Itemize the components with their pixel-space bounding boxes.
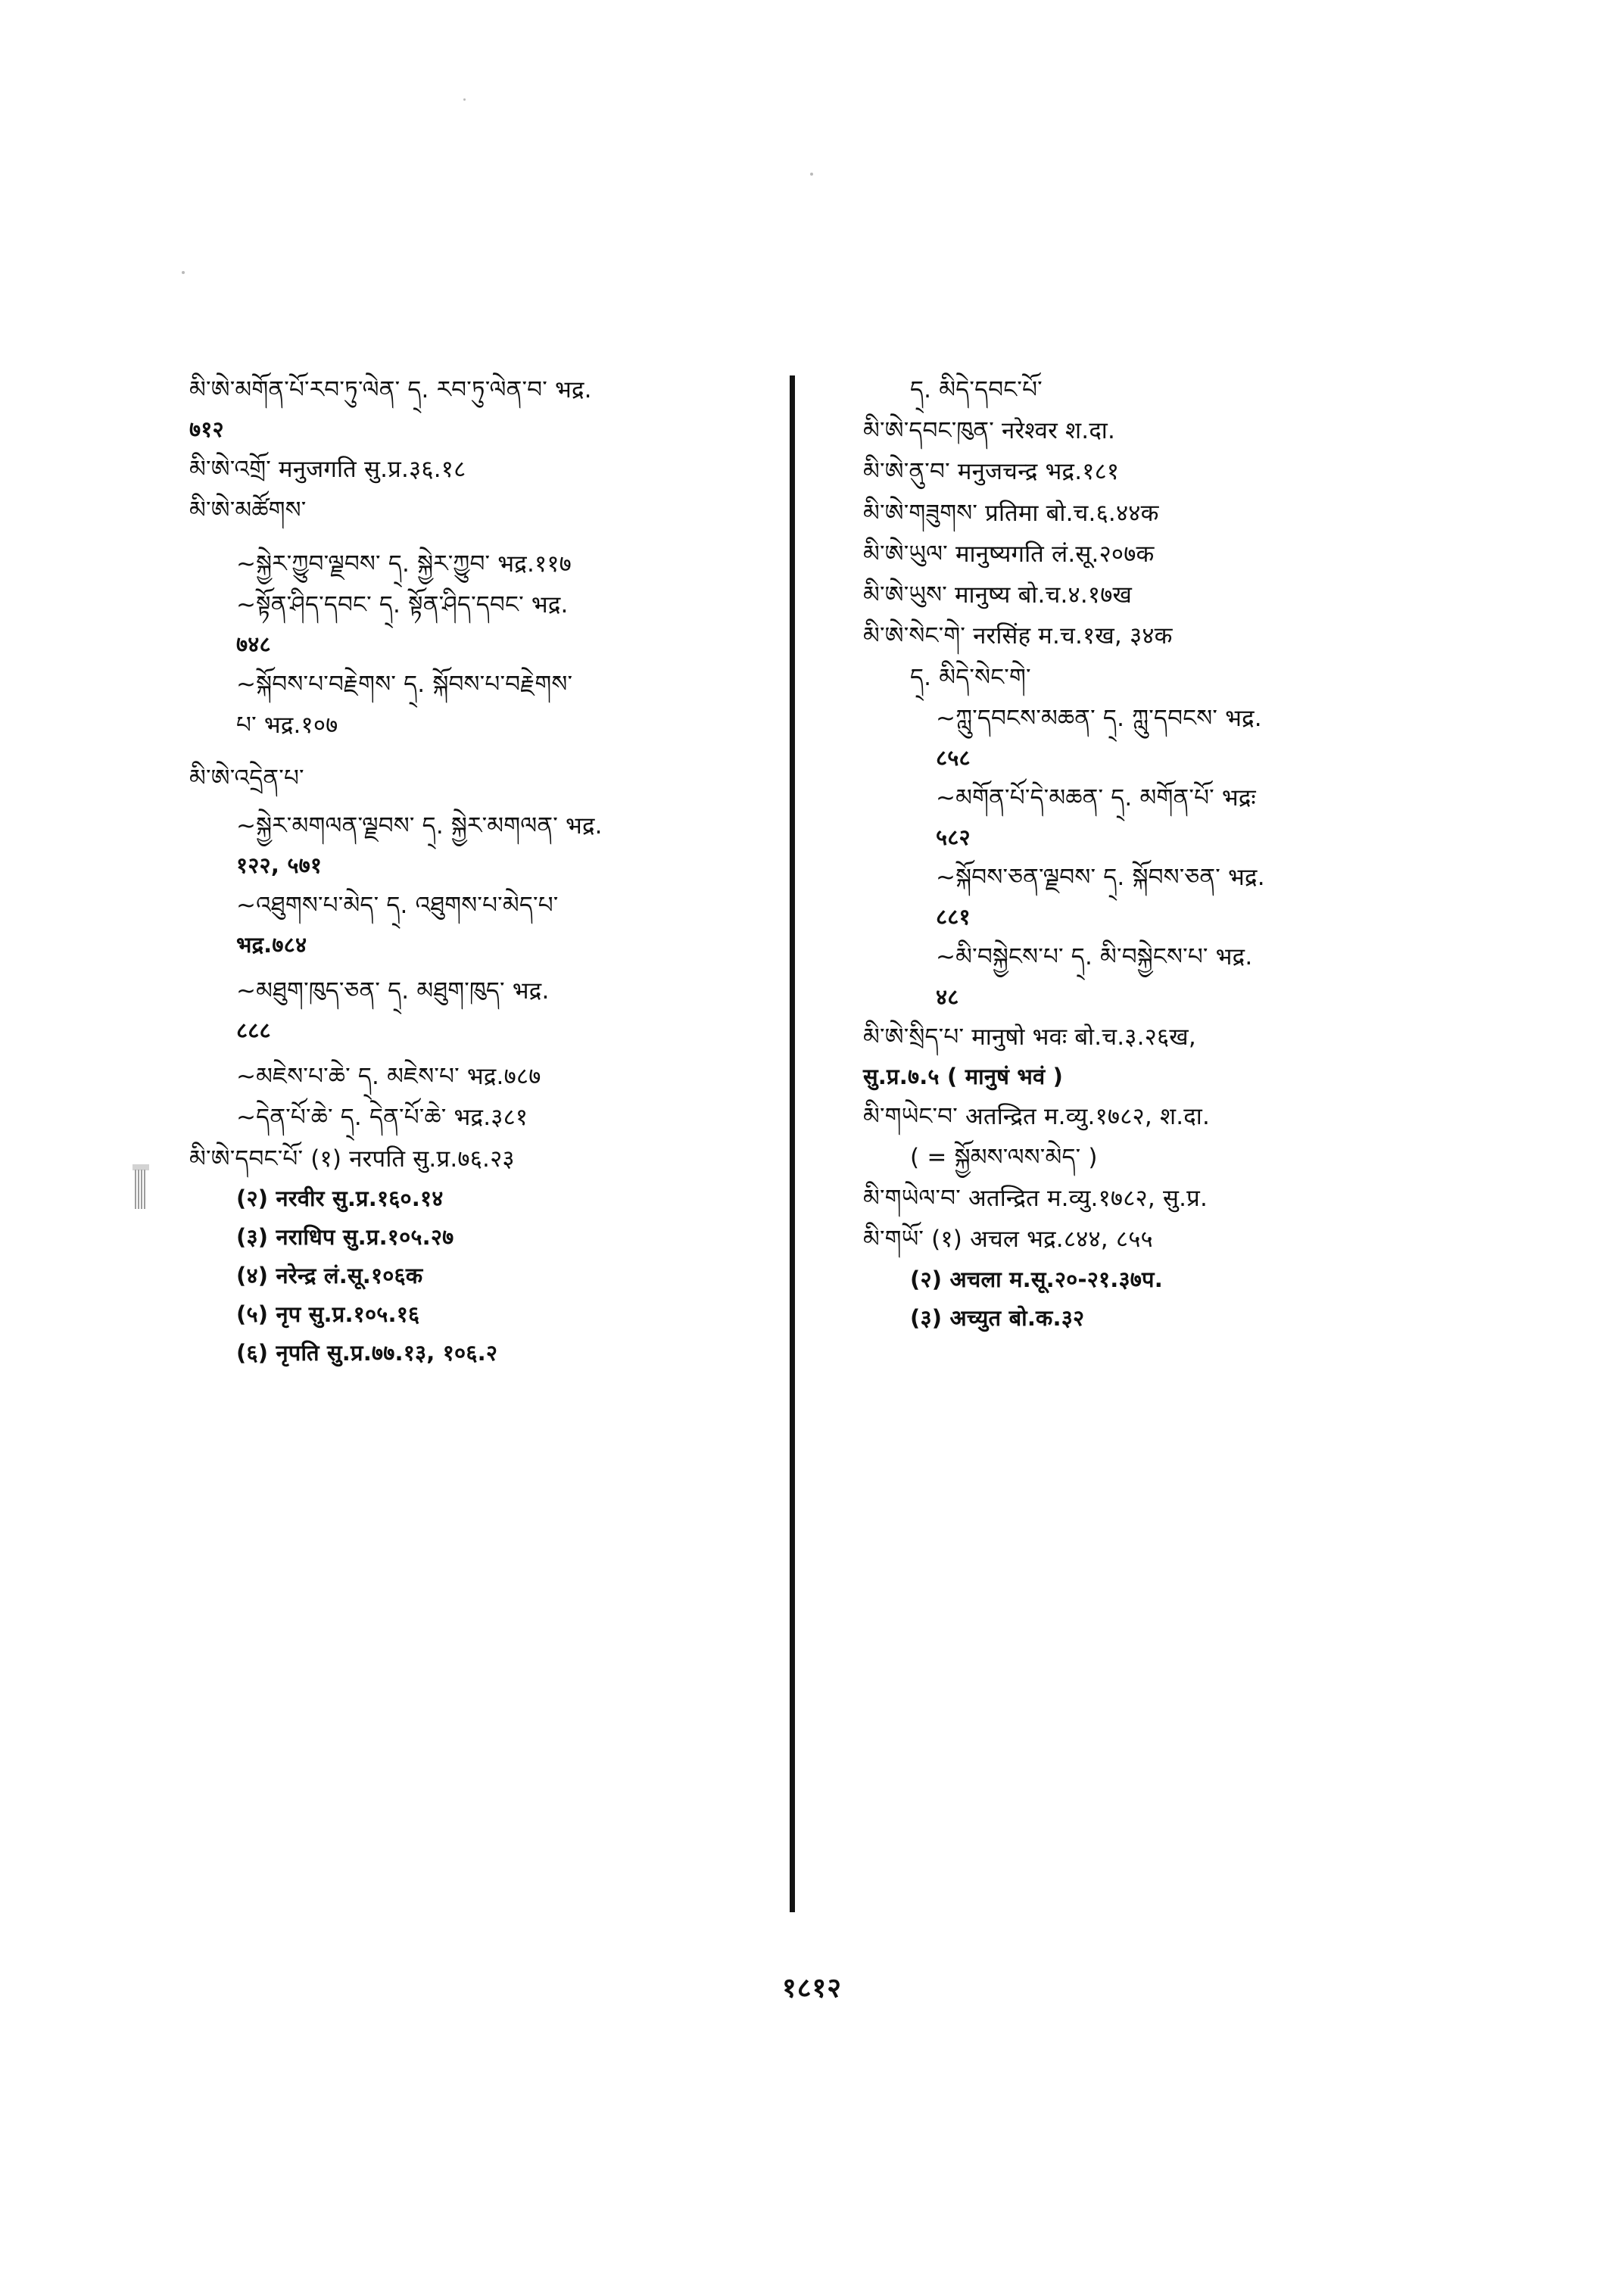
two-column-body: [189, 371, 1446, 1938]
dictionary-subentry: ~དེན་པོ་ཆེ་ ད྄. དེན་པོ་ཆེ་ भद्र.३८१: [236, 1104, 528, 1132]
entry-continuation: सु.प्र.७.५ ( मानुषं भवं ): [863, 1063, 1064, 1089]
dictionary-subentry: ~མཐུག་ཁུད་ཅན་ ད྄. མཐུག་ཁུད་ भद्र.: [236, 977, 550, 1005]
dictionary-entry: མི་གཡོ་ (१) अचल भद्र.८४४, ८५५: [863, 1226, 1153, 1254]
dictionary-entry: མི་ཨེ་ཡུས་ मानुष्य बो.च.४.१७ख: [863, 581, 1133, 609]
dictionary-entry: མི་ཨེ་འདྲེན་པ་: [189, 765, 304, 793]
dictionary-entry: མི་ཨེ་ནུ་བ་ मनुजचन्द्र भद्र.१८१: [863, 458, 1120, 486]
dictionary-entry: མི་ཨེ་མགོན་པོ་རབ་ཏུ་ལེན་ ད྄. རབ་ཏུ་ལེན་བ་ भद्र.: [189, 376, 592, 403]
entry-continuation: ५८२: [936, 824, 971, 851]
left-column: [189, 371, 772, 1374]
entry-continuation: ७१२: [189, 416, 224, 443]
dictionary-entry: མི་གཡེལ་བ་ अतन्द्रित म.व्यु.१७८२, सु.प्र.: [863, 1185, 1208, 1213]
dictionary-subentry: ~སྐོབས་ཅན་ལྗབས་ ད྄. སྐོབས་ཅན་ भद्र.: [936, 864, 1265, 892]
entry-continuation: ८५८: [936, 744, 971, 771]
folio-number: १८१२: [782, 1973, 842, 2004]
dictionary-subentry: ~ཀླུ་དབངས་མཆན་ ད྄. ཀླུ་དབངས་ भद्र.: [936, 704, 1262, 732]
dictionary-entry: མི་ཨེ་འགྲོ་ मनुजगति सु.प्र.३६.१८: [189, 456, 466, 484]
dictionary-subentry: ~སྐྱེར་ཀྱུབ་ལྗབས་ ད྄. སྐྱེར་ཀྱུབ་ भद्र.११७: [236, 550, 572, 578]
numbered-subentry: (३) अच्युत बो.क.३२: [910, 1304, 1085, 1331]
entry-continuation: ८८८: [236, 1017, 271, 1044]
spacer: [189, 966, 772, 972]
entry-continuation: ७४८: [236, 631, 271, 658]
dictionary-subentry: ~སྟོན་ཤིད་དབང་ ད྄. སྟོན་ཤིད་དབང་ भद्र.: [236, 590, 569, 618]
dictionary-entry: མི་ཨེ་མཚོགས་: [189, 497, 307, 525]
entry-continuation: པ་ भद्र.१०७: [236, 712, 338, 740]
dictionary-entry: མི་གཡེང་བ་ अतन्द्रित म.व्यु.१७८२, श.दा.: [863, 1102, 1211, 1130]
entry-continuation: ४८: [936, 983, 959, 1010]
dictionary-entry: མི་ཨེ་གཟུགས་ प्रतिमा बो.च.६.४४क: [863, 499, 1159, 527]
spacer: [189, 747, 772, 759]
entry-continuation: भद्र.७८४: [236, 932, 307, 958]
numbered-subentry: (४) नरेन्द्र लं.सू.१०६क: [236, 1262, 423, 1288]
entry-continuation: ད྄. མིདེ་དབང་པོ་: [910, 376, 1043, 403]
numbered-subentry: (२) नरवीर सु.प्र.१६०.१४: [236, 1185, 444, 1211]
numbered-subentry: (६) नृपति सु.प्र.७७.१३, १०६.२: [236, 1339, 498, 1366]
right-column: [863, 371, 1446, 1339]
scan-speck: [182, 271, 185, 274]
entry-continuation: ད྄. མིདེ་སེང་གེ་: [910, 663, 1031, 691]
dictionary-entry: མི་ཨེ་དབང་ཁུན་ नरेश्वर श.दा.: [863, 417, 1116, 445]
binding-artifact: [135, 1170, 147, 1209]
spacer: [189, 533, 772, 545]
numbered-subentry: (५) नृप सु.प्र.१०५.१६: [236, 1301, 420, 1327]
dictionary-entry: མི་ཨེ་དབང་པོ་ (१) नरपति सु.प्र.७६.२३: [189, 1145, 515, 1173]
spacer: [189, 1051, 772, 1058]
entry-continuation: ( = སྐྱོམས་ལས་མེད་ ): [910, 1143, 1098, 1171]
spacer: [189, 801, 772, 807]
entry-continuation: ८८१: [936, 904, 971, 930]
dictionary-entry: མི་ཨེ་སེང་གེ་ नरसिंह म.च.१ख, ३४क: [863, 622, 1173, 650]
scan-speck: [810, 173, 813, 176]
dictionary-subentry: ~མཇེས་པ་ཆེ་ ད྄. མཇེས་པ་ भद्र.७८७: [236, 1063, 541, 1091]
entry-continuation: १२२, ५७१: [236, 852, 323, 878]
numbered-subentry: (२) अचला म.सू.२०-२१.३७प.: [910, 1266, 1163, 1292]
dictionary-subentry: ~མགོན་པོ་དེ་མཆན་ ད྄. མགོན་པོ་ भद्रः: [936, 784, 1256, 812]
dictionary-subentry: ~འཐུགས་པ་མེད་ ད྄. འཐུགས་པ་མེད་པ་: [236, 891, 559, 919]
dictionary-entry: མི་ཨེ་སྲིད་པ་ मानुषो भवः बो.च.३.२६ख,: [863, 1023, 1196, 1051]
dictionary-entry: མི་ཨེ་ཡུལ་ मानुष्यगति लं.सू.२०७क: [863, 540, 1155, 568]
dictionary-subentry: ~སྐོབས་པ་བརྗེགས་ ད྄. སྐོབས་པ་བརྗེགས་: [236, 671, 573, 699]
dictionary-subentry: ~མི་བསྐྱེངས་པ་ ད྄. མི་བསྐྱེངས་པ་ भद्र.: [936, 943, 1253, 971]
numbered-subentry: (३) नराधिप सु.प्र.१०५.२७: [236, 1223, 454, 1250]
scan-speck: [463, 98, 466, 101]
dictionary-subentry: ~སྐྱེར་མགལན་ལྗབས་ ད྄. སྐྱེར་མགལན་ भद्र.: [236, 812, 603, 840]
